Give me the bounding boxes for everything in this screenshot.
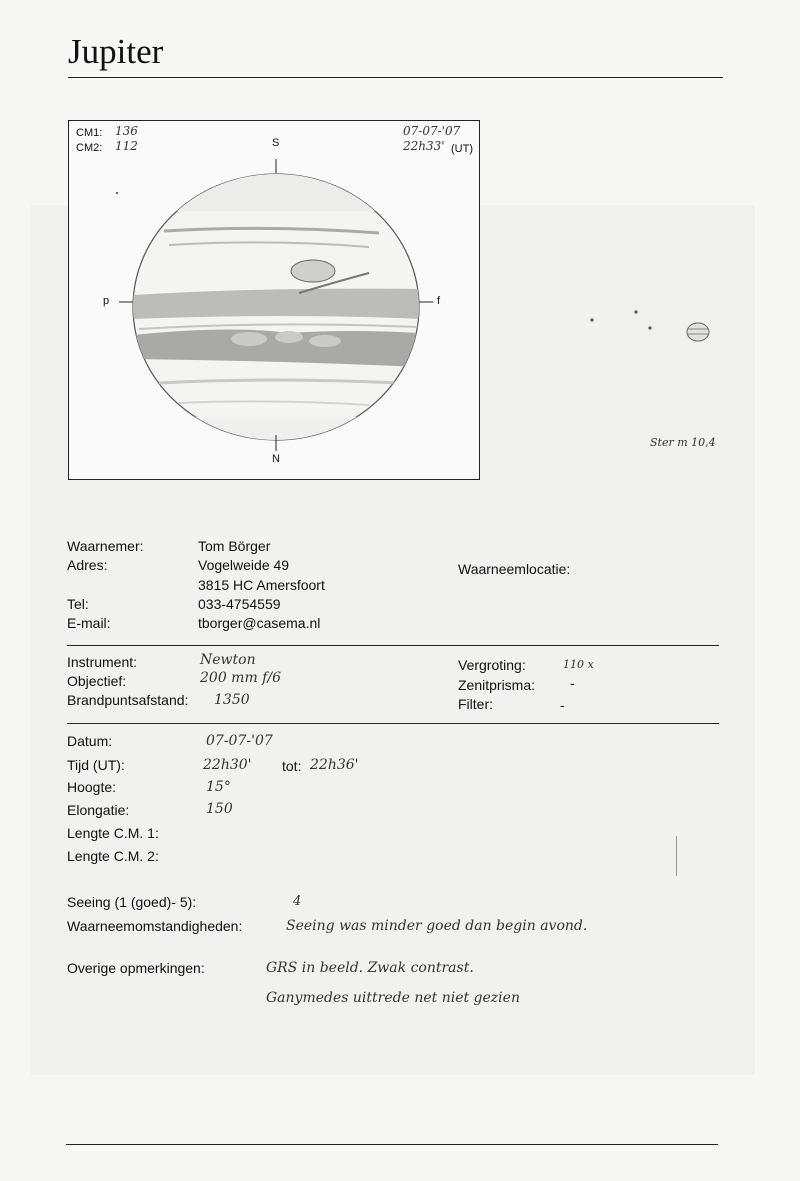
objective-value: 200 mm f/6	[200, 670, 281, 686]
time-end: 22h36'	[310, 757, 359, 773]
instrument-value: Newton	[200, 652, 256, 668]
tel-label: Tel:	[67, 596, 89, 612]
cm2-value: 112	[115, 139, 138, 153]
section-rule-1	[67, 645, 719, 646]
cm1-value: 136	[115, 124, 138, 138]
address-line2: 3815 HC Amersfoort	[198, 577, 325, 593]
altitude-label: Hoogte:	[67, 779, 117, 795]
filter-label: Filter:	[458, 696, 493, 712]
compass-south: S	[272, 137, 280, 149]
cm1-label: CM1:	[76, 127, 103, 139]
remarks-line2: Ganymedes uittrede net niet gezien	[266, 990, 520, 1006]
objective-label: Objectief:	[67, 673, 127, 689]
compass-north: N	[272, 453, 280, 465]
seeing-label: Seeing (1 (goed)- 5):	[67, 894, 197, 910]
altitude-value: 15°	[206, 779, 231, 795]
remarks-label: Overige opmerkingen:	[67, 960, 205, 976]
great-red-spot	[291, 260, 335, 282]
elongation-label: Elongatie:	[67, 802, 130, 818]
seeing-value: 4	[293, 894, 302, 909]
compass-following: f	[437, 295, 441, 307]
tel-value: 033-4754559	[198, 596, 281, 612]
observer-label: Waarnemer:	[67, 538, 144, 554]
sketch-date: 07-07-'07	[403, 124, 461, 138]
cm1-length-label: Lengte C.M. 1:	[67, 825, 159, 841]
filter-value: -	[560, 697, 565, 713]
elongation-value: 150	[206, 801, 233, 817]
moons-sketch	[570, 300, 750, 360]
sketch-time: 22h33'	[403, 139, 445, 153]
page-title: Jupiter	[68, 32, 164, 71]
date-label: Datum:	[67, 733, 113, 749]
date-value: 07-07-'07	[206, 733, 273, 749]
margin-pencil-mark	[676, 836, 677, 876]
instrument-label: Instrument:	[67, 654, 138, 670]
section-rule-2	[67, 723, 719, 724]
time-start: 22h30'	[203, 757, 252, 773]
address-line1: Vogelweide 49	[198, 557, 290, 573]
email-value: tborger@casema.nl	[198, 615, 321, 631]
time-to-label: tot:	[282, 758, 302, 774]
zenith-label: Zenitprisma:	[458, 677, 536, 693]
observer-name: Tom Börger	[198, 538, 271, 554]
email-label: E-mail:	[67, 615, 111, 631]
title-rule	[68, 77, 723, 78]
magnification-label: Vergroting:	[458, 657, 526, 673]
location-label: Waarneemlocatie:	[458, 561, 571, 577]
cm2-length-label: Lengte C.M. 2:	[67, 848, 159, 864]
footer-rule	[66, 1144, 718, 1145]
focal-label: Brandpuntsafstand:	[67, 692, 189, 708]
address-label: Adres:	[67, 557, 108, 573]
star-note: Ster m 10,4	[650, 436, 716, 449]
magnification-value: 110 x	[563, 658, 594, 671]
compass-preceding: p	[103, 295, 110, 307]
sketch-frame	[68, 120, 480, 480]
jupiter-drawing	[69, 121, 481, 481]
time-label: Tijd (UT):	[67, 757, 125, 773]
cm2-label: CM2:	[76, 142, 103, 154]
conditions-value: Seeing was minder goed dan begin avond.	[286, 918, 588, 934]
remarks-line1: GRS in beeld. Zwak contrast.	[266, 960, 474, 976]
sketch-time-unit: (UT)	[451, 143, 473, 155]
conditions-label: Waarneemomstandigheden:	[67, 918, 243, 934]
focal-value: 1350	[214, 692, 250, 708]
zenith-value: -	[570, 675, 575, 691]
